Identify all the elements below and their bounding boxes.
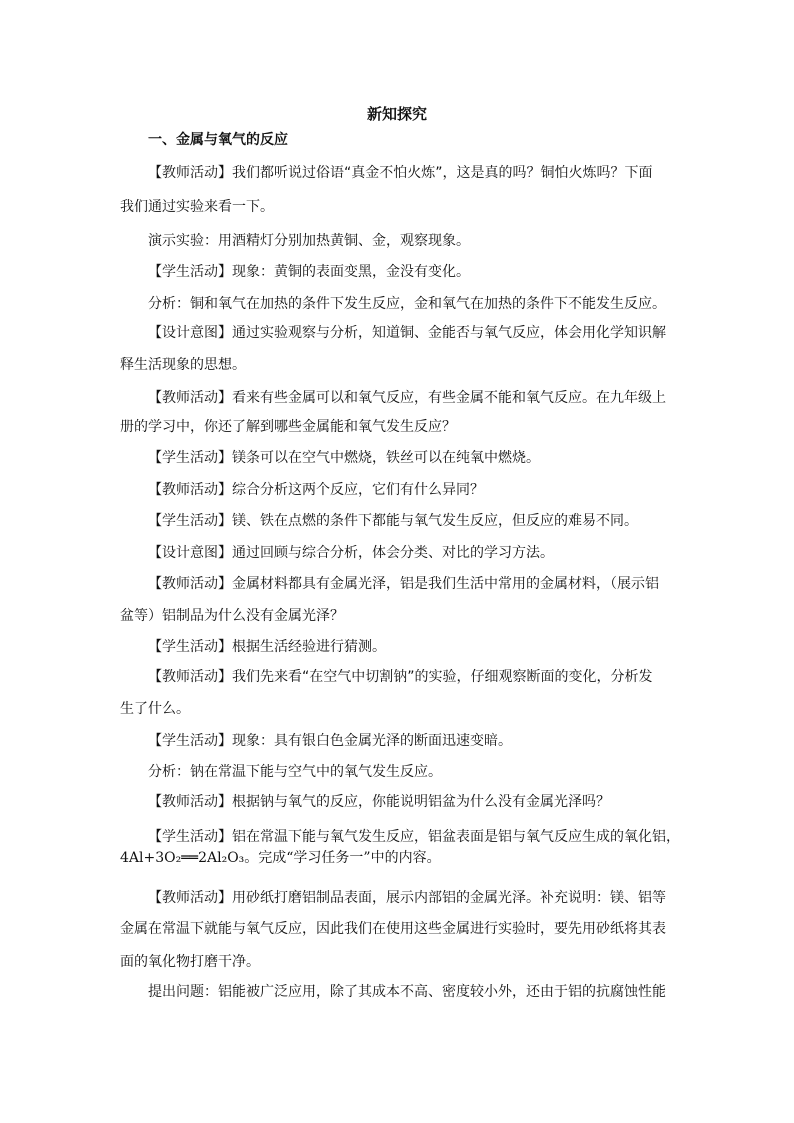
paragraph-line: 【教师活动】用砂纸打磨铝制品表面，展示内部铝的金属光泽。补充说明：镁、铝等	[148, 890, 666, 906]
paragraph-line: 分析：钠在常温下能与空气中的氧气发生反应。	[148, 764, 442, 780]
section-heading: 一、金属与氧气的反应	[148, 132, 288, 148]
paragraph-line: 盆等）铝制品为什么没有金属光泽？	[120, 608, 344, 624]
paragraph-line: 【学生活动】现象：黄铜的表面变黑，金没有变化。	[148, 264, 470, 280]
paragraph-line: 【教师活动】看来有些金属可以和氧气反应，有些金属不能和氧气反应。在九年级上	[148, 390, 666, 406]
paragraph-line: 金属在常温下就能与氧气反应，因此我们在使用这些金属进行实验时，要先用砂纸将其表	[120, 921, 666, 937]
paragraph-line: 提出问题：铝能被广泛应用，除了其成本不高、密度较小外，还由于铝的抗腐蚀性能	[148, 984, 666, 1000]
paragraph-line: 册的学习中，你还了解到哪些金属能和氧气发生反应？	[120, 419, 456, 435]
paragraph-line: 释生活现象的思想。	[120, 357, 246, 373]
paragraph-line: 生了什么。	[120, 701, 190, 717]
paragraph-line: 【教师活动】根据钠与氧气的反应，你能说明铝盆为什么没有金属光泽吗？	[148, 794, 610, 810]
page-title: 新知探究	[366, 105, 427, 123]
paragraph-line: 【学生活动】现象：具有银白色金属光泽的断面迅速变暗。	[148, 733, 512, 749]
paragraph-line: 【教师活动】我们先来看“在空气中切割钠”的实验，仔细观察断面的变化，分析发	[148, 669, 653, 685]
paragraph-line: 【教师活动】金属材料都具有金属光泽，铝是我们生活中常用的金属材料，（展示铝	[148, 576, 659, 592]
equation-line: 4Al+3O₂══2Al₂O₃。完成“学习任务一”中的内容。	[120, 850, 441, 866]
paragraph-line: 分析：铜和氧气在加热的条件下发生反应，金和氧气在加热的条件下不能发生反应。	[148, 296, 666, 312]
paragraph-line: 【学生活动】根据生活经验进行猜测。	[148, 639, 386, 655]
paragraph-line: 【学生活动】铝在常温下能与氧气发生反应，铝盆表面是铝与氧气反应生成的氧化铝，	[148, 829, 680, 845]
paragraph-line: 【学生活动】镁条可以在空气中燃烧，铁丝可以在纯氧中燃烧。	[148, 450, 540, 466]
paragraph-line: 【学生活动】镁、铁在点燃的条件下都能与氧气发生反应，但反应的难易不同。	[148, 513, 638, 529]
paragraph-line: 演示实验：用酒精灯分别加热黄铜、金，观察现象。	[148, 233, 470, 249]
paragraph-line: 【教师活动】我们都听说过俗语“真金不怕火炼”，这是真的吗？铜怕火炼吗？下面	[148, 165, 653, 181]
paragraph-line: 我们通过实验来看一下。	[120, 199, 274, 215]
paragraph-line: 【教师活动】综合分析这两个反应，它们有什么异同？	[148, 482, 484, 498]
paragraph-line: 【设计意图】通过回顾与综合分析，体会分类、对比的学习方法。	[148, 545, 554, 561]
paragraph-line: 面的氧化物打磨干净。	[120, 954, 260, 970]
paragraph-line: 【设计意图】通过实验观察与分析，知道铜、金能否与氧气反应，体会用化学知识解	[148, 325, 666, 341]
